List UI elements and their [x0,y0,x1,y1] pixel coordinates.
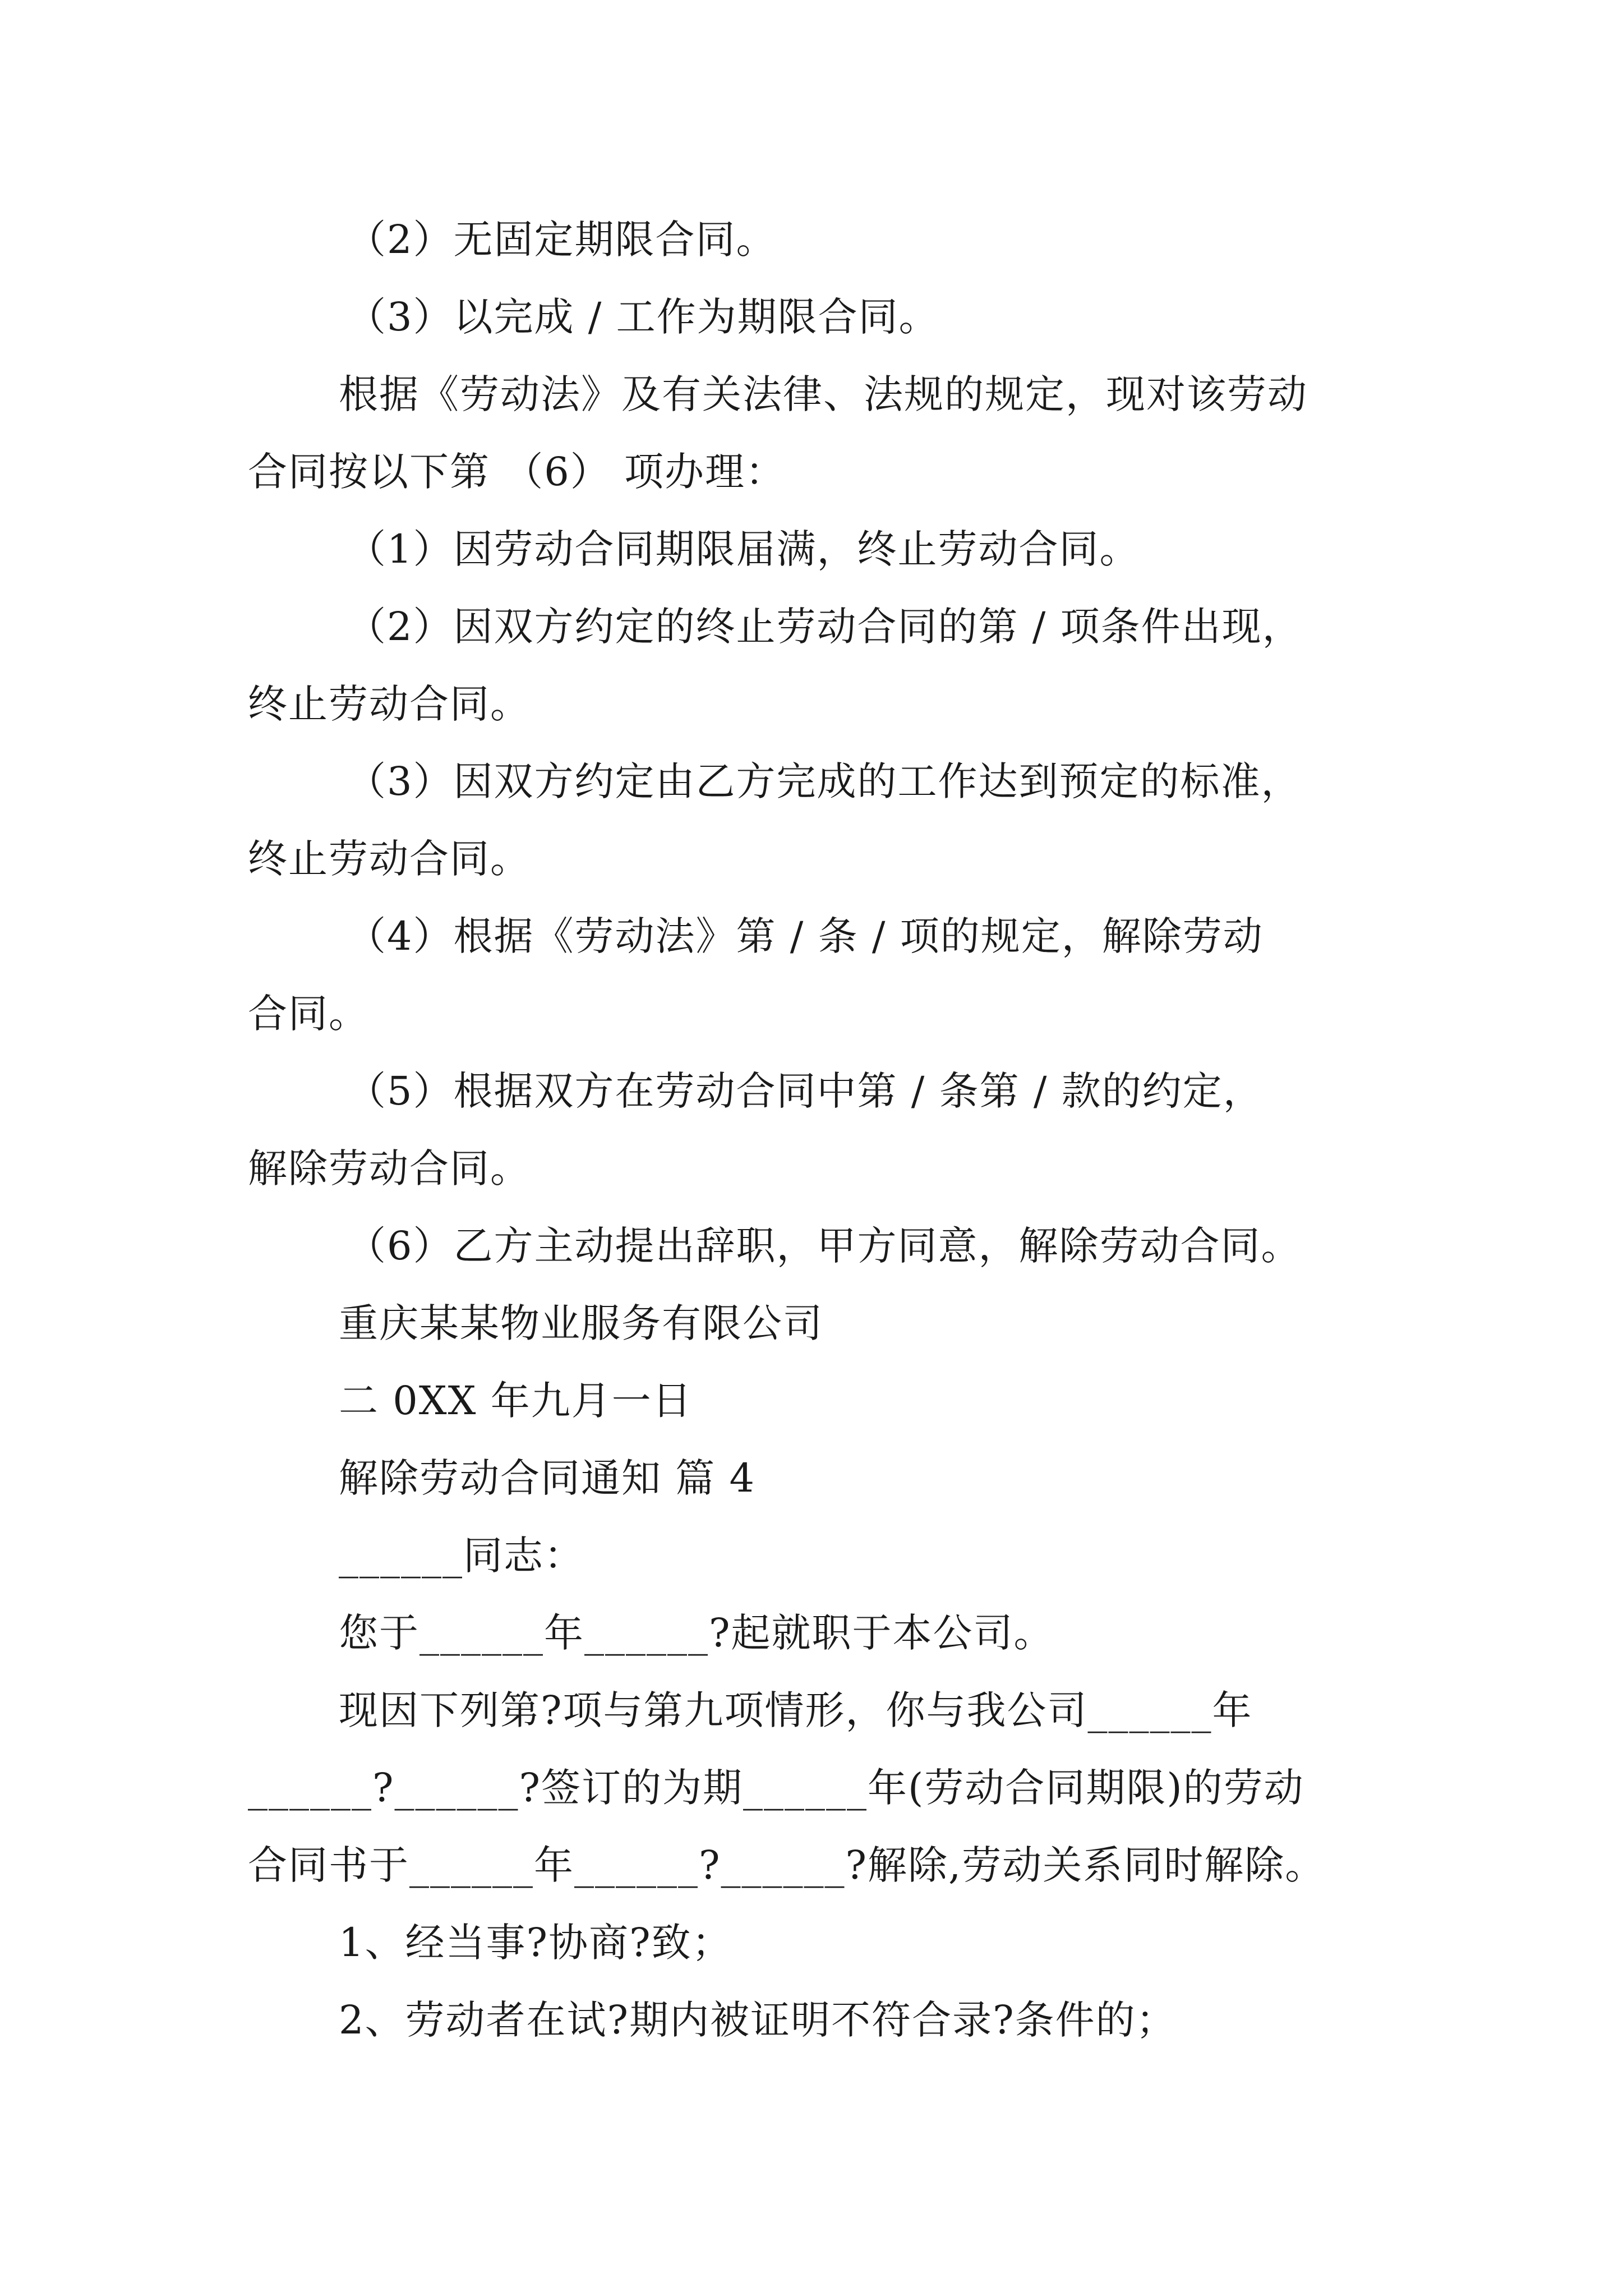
text-line: （3）因双方约定由乙方完成的工作达到预定的标准， [347,758,1302,804]
text-line: （6）乙方主动提出辞职，甲方同意，解除劳动合同。 [347,1223,1302,1269]
text-line: 二 0XX 年九月一日 [339,1378,693,1424]
text-line: 1、经当事?协商?致； [339,1920,732,1966]
text-line: ______?______?签订的为期______年(劳动合同期限)的劳动 [248,1765,1304,1811]
text-line: （2）无固定期限合同。 [347,217,777,263]
text-line: 解除劳动合同通知 篇 4 [339,1455,756,1501]
text-line: 终止劳动合同。 [248,681,531,727]
text-line: 2、劳动者在试?期内被证明不符合录?条件的； [339,1997,1177,2043]
text-line: 解除劳动合同。 [248,1145,531,1191]
text-line: （1）因劳动合同期限届满，终止劳动合同。 [347,526,1140,572]
text-line: 重庆某某物业服务有限公司 [339,1300,823,1346]
text-line: 根据《劳动法》及有关法律、法规的规定，现对该劳动 [339,371,1308,417]
text-line: （2）因双方约定的终止劳动合同的第 / 项条件出现， [347,604,1303,650]
text-line: 终止劳动合同。 [248,836,531,882]
text-line: （4）根据《劳动法》第 / 条 / 项的规定，解除劳动 [347,913,1264,959]
text-line: 合同。 [248,991,369,1037]
text-line: ______同志： [339,1533,584,1579]
text-line: （5）根据双方在劳动合同中第 / 条第 / 款的约定， [347,1068,1264,1114]
text-line: 现因下列第?项与第九项情形，你与我公司______年 [339,1687,1253,1733]
text-line: 您于______年______?起就职于本公司。 [339,1610,1054,1656]
text-line: 合同书于______年______?______?解除,劳动关系同时解除。 [248,1842,1326,1888]
text-line: （3）以完成 / 工作为期限合同。 [347,294,939,340]
text-line: 合同按以下第 （6） 项办理： [248,449,786,495]
